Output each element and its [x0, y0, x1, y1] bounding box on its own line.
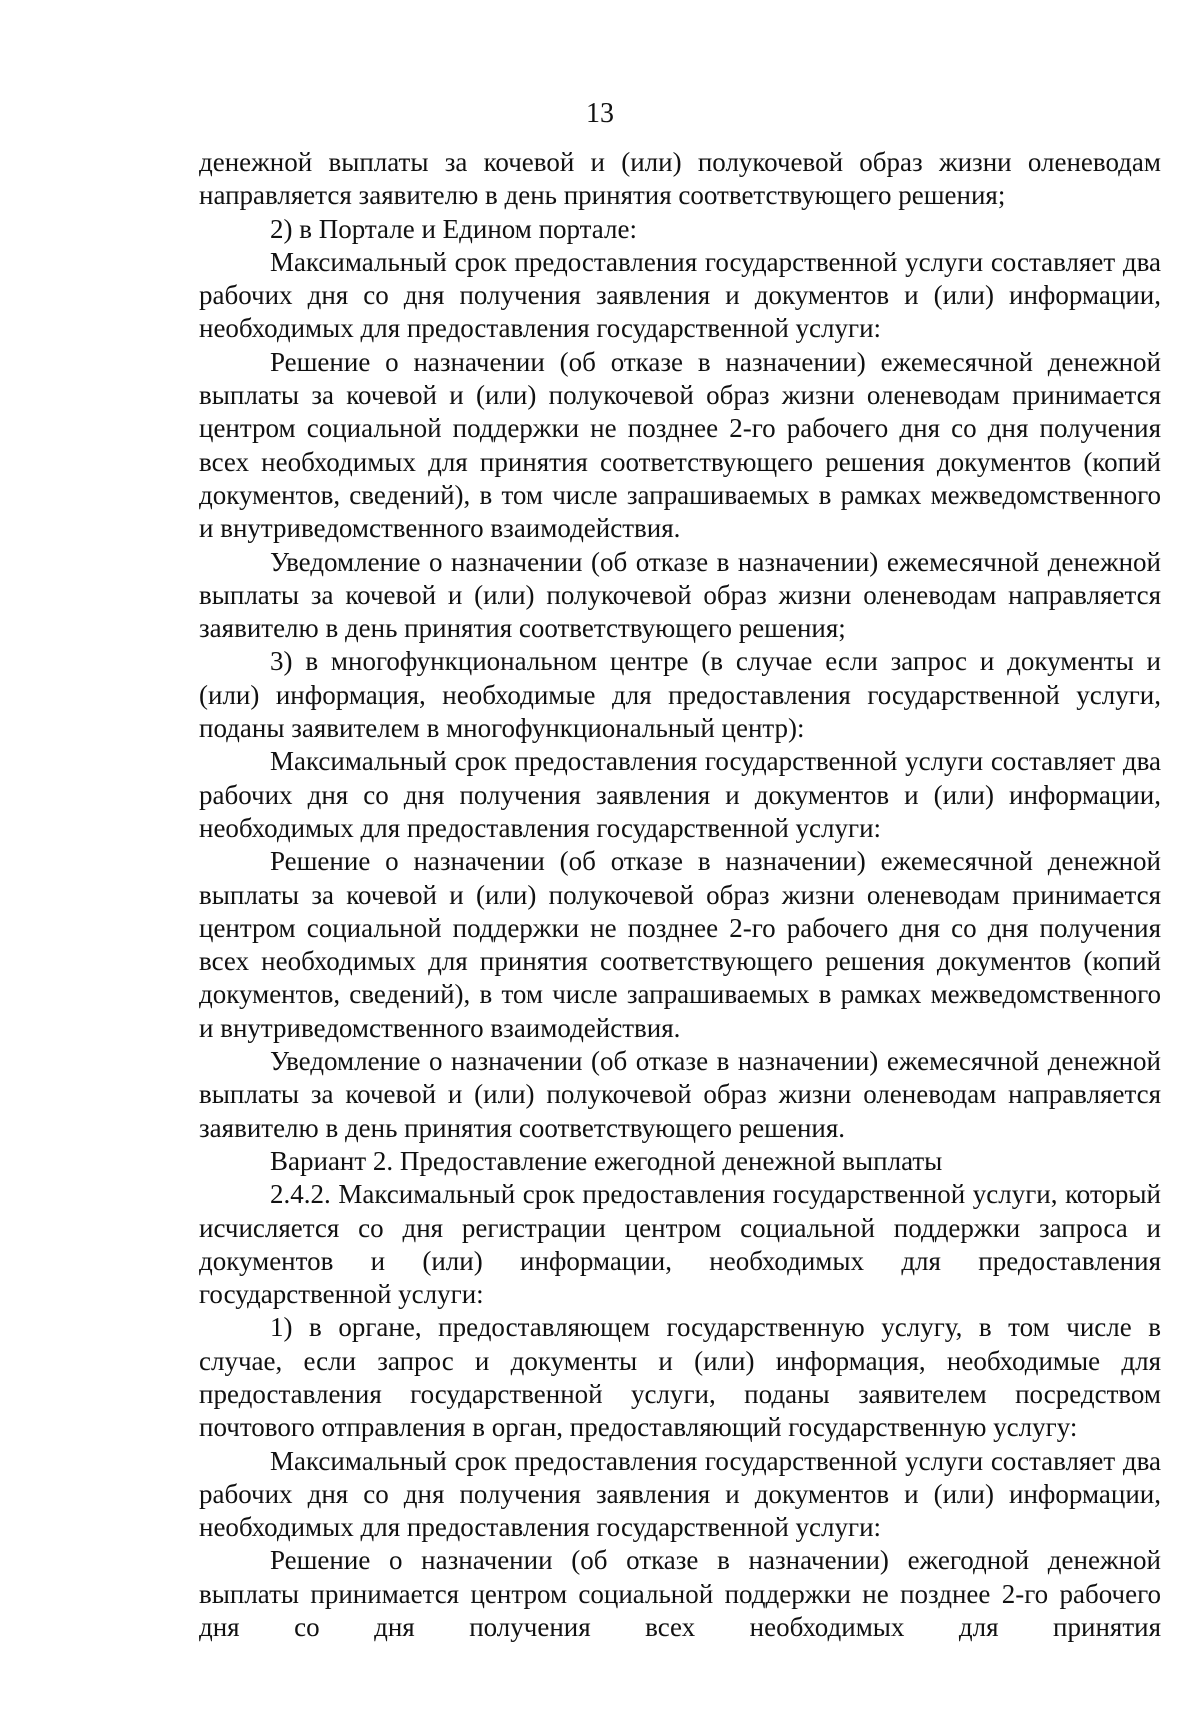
paragraph-decision: Решение о назначении (об отказе в назначении) ежемесячной денежной выплаты за кочевой и (или) полукочевой образ жизни оленеводам принимается центром социальной поддержки не позднее 2-го рабочего дня со дня получения всех необходимых для принятия соответствующего решения документов (копий документов, сведений), в том числе запрашиваемых в рамках межведомственного и внутриведомственного взаимодействия.: [199, 346, 1161, 544]
paragraph-max-term: Максимальный срок предоставления государственной услуги составляет два рабочих дня со дня получения заявления и документов и (или) информации, необходимых для предоставления государственной услуги:: [199, 246, 1161, 344]
paragraph-notification: Уведомление о назначении (об отказе в назначении) ежемесячной денежной выплаты за кочевой и (или) полукочевой образ жизни оленеводам направляется заявителю в день принятия соответствующего решения;: [199, 546, 1161, 644]
page-number: 13: [586, 98, 614, 129]
paragraph-notification: Уведомление о назначении (об отказе в назначении) ежемесячной денежной выплаты за кочевой и (или) полукочевой образ жизни оленеводам направляется заявителю в день принятия соответствующего решения.: [199, 1046, 1161, 1143]
paragraph-variant-heading: Вариант 2. Предоставление ежегодной денежной выплаты: [270, 1145, 943, 1176]
paragraph-max-term: Максимальный срок предоставления государственной услуги составляет два рабочих дня со дня получения заявления и документов и (или) информации, необходимых для предоставления государственной услуги:: [199, 746, 1161, 843]
paragraph-decision-annual: Решение о назначении (об отказе в назначении) ежегодной денежной выплаты принимается центром социальной поддержки не позднее 2-го рабочего дня со дня получения всех необходимых для принятия: [199, 1545, 1161, 1643]
paragraph-mfc-heading: 3) в многофункциональном центре (в случае если запрос и документы и (или) информация, необходимые для предоставления государственной услуги, поданы заявителем в многофункциональный центр):: [199, 646, 1161, 744]
paragraph-continuation: денежной выплаты за кочевой и (или) полукочевой образ жизни оленеводам направляется заявителю в день принятия соответствующего решения;: [199, 147, 1161, 211]
paragraph-section-2-4-2: 2.4.2. Максимальный срок предоставления государственной услуги, который исчисляется со дня регистрации центром социальной поддержки запроса и документов и (или) информации, необходимых для предоставления государственной услуги:: [199, 1179, 1161, 1310]
paragraph-max-term: Максимальный срок предоставления государственной услуги составляет два рабочих дня со дня получения заявления и документов и (или) информации, необходимых для предоставления государственной услуги:: [199, 1445, 1161, 1543]
paragraph-portal-heading: 2) в Портале и Едином портале:: [270, 213, 637, 244]
paragraph-decision: Решение о назначении (об отказе в назначении) ежемесячной денежной выплаты за кочевой и (или) полукочевой образ жизни оленеводам принимается центром социальной поддержки не позднее 2-го рабочего дня со дня получения всех необходимых для принятия соответствующего решения документов (копий документов, сведений), в том числе запрашиваемых в рамках межведомственного и внутриведомственного взаимодействия.: [199, 846, 1161, 1043]
paragraph-authority-heading: 1) в органе, предоставляющем государственную услугу, в том числе в случае, если запрос и документы и (или) информация, необходимые для предоставления государственной услуги, поданы заявителем посредством почтового отправления в орган, предоставляющий государственную услугу:: [199, 1312, 1161, 1443]
document-body: [199, 146, 1161, 1644]
